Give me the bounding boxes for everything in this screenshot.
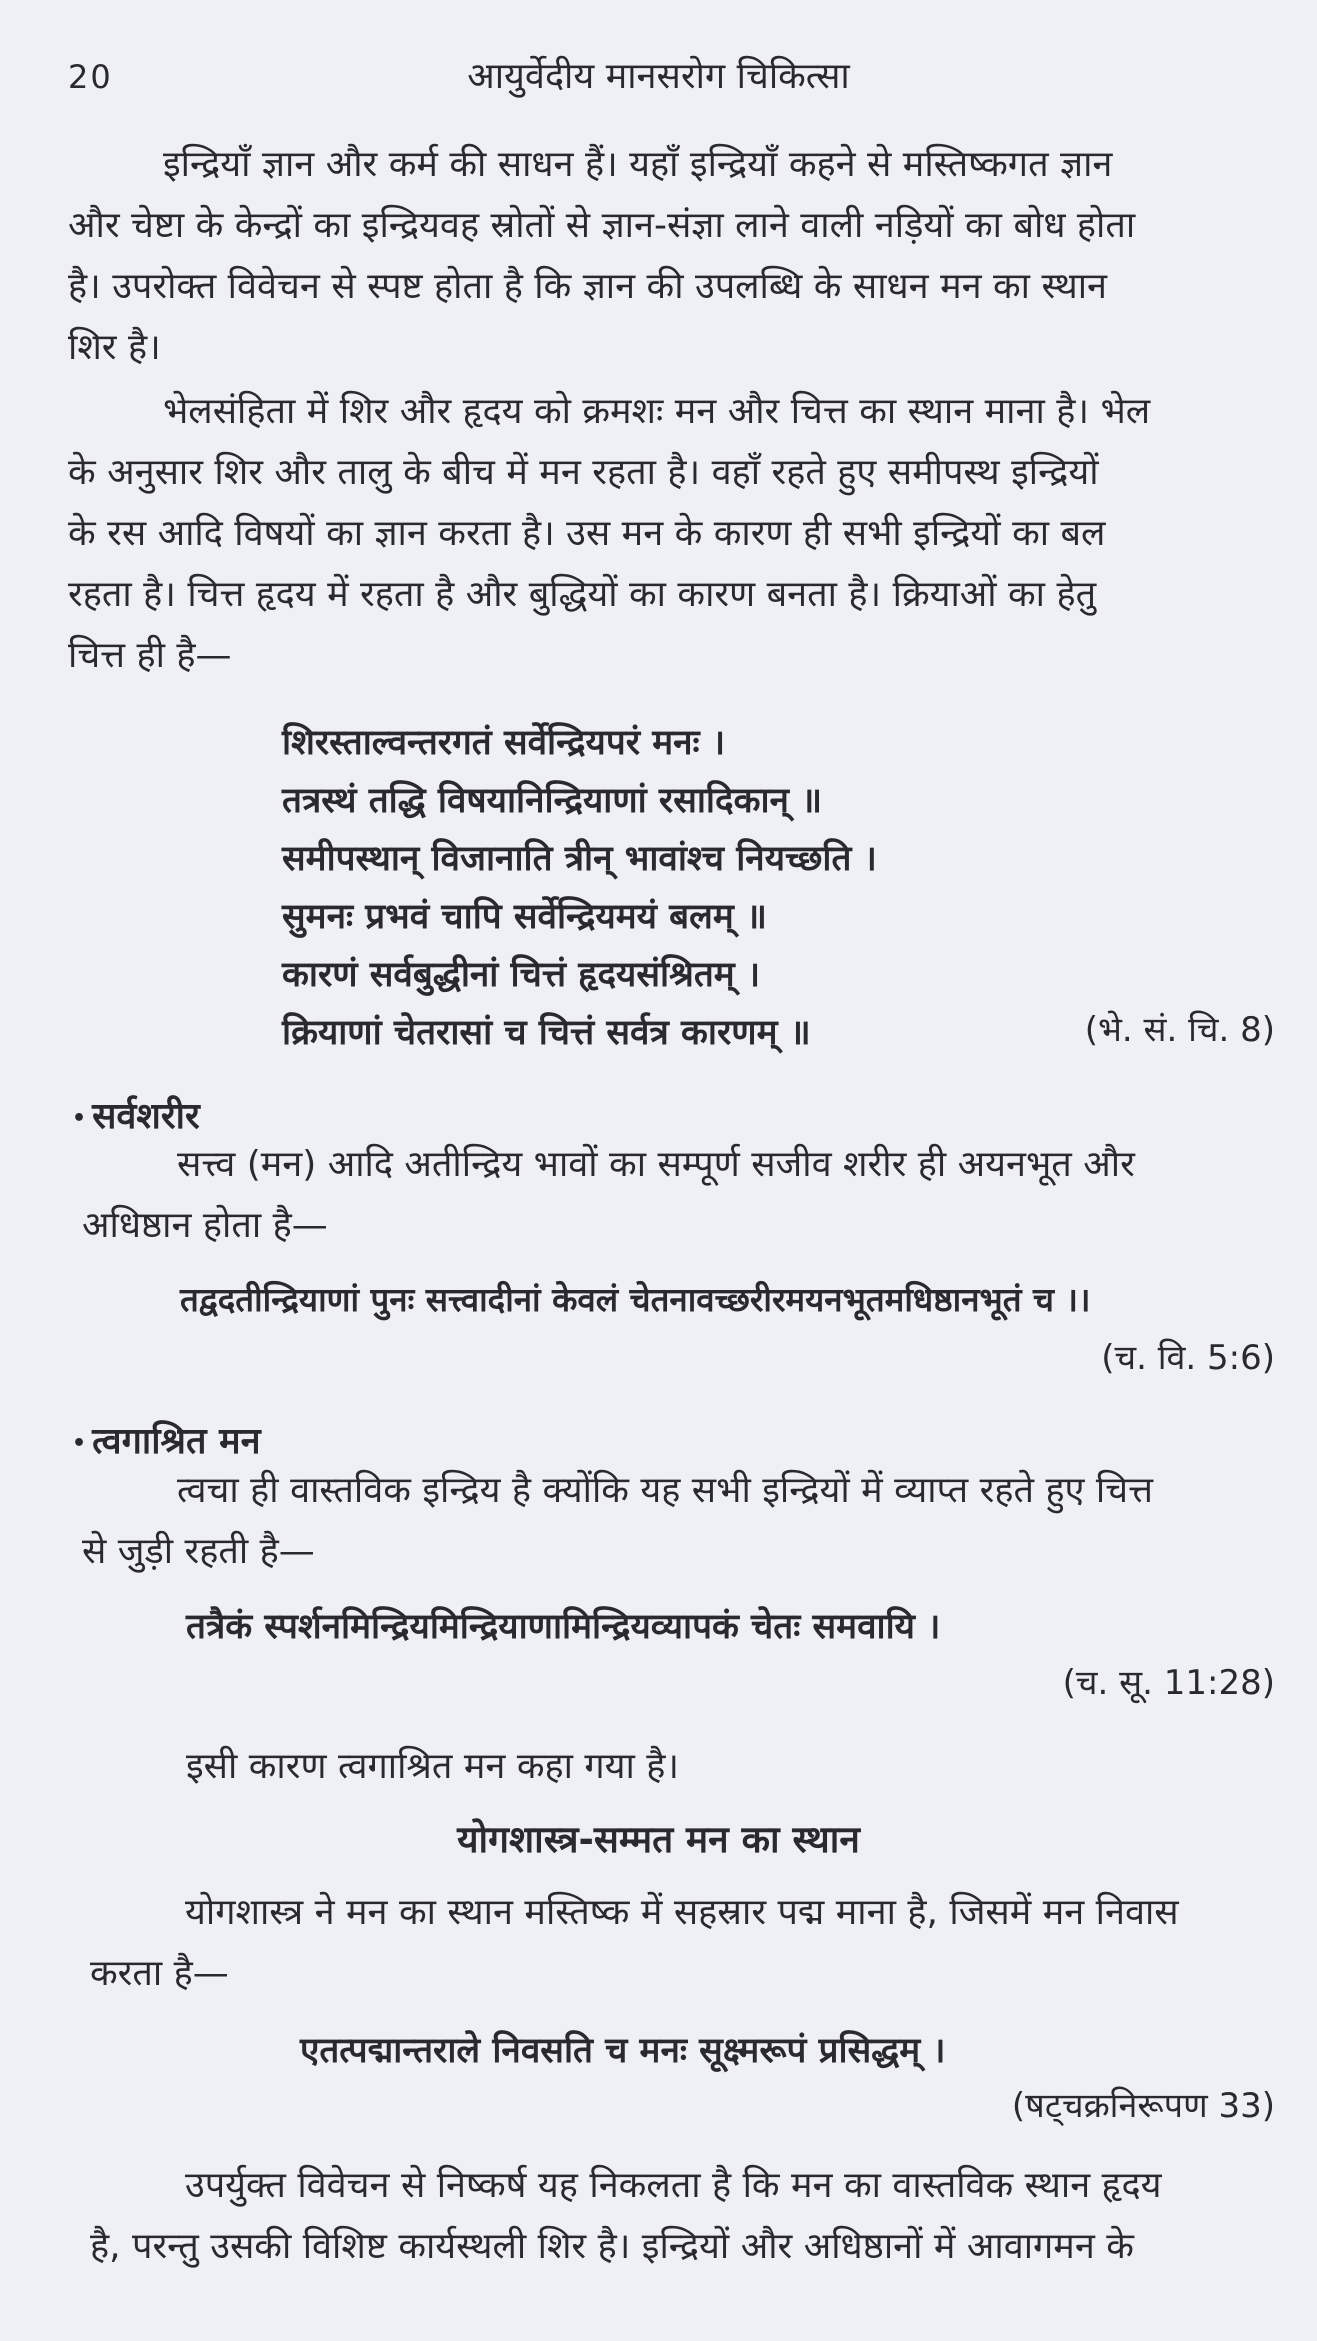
text-line: शिर है।: [68, 327, 161, 368]
verse-reference: (भे. सं. चि. 8): [1084, 1010, 1275, 1050]
text-line: इसी कारण त्वगाश्रित मन कहा गया है।: [186, 1746, 680, 1787]
paragraph-sarvasharira: [82, 1134, 1282, 1256]
page-number: 20: [68, 58, 113, 96]
bullet-icon: •: [72, 1430, 87, 1456]
sanskrit-quote: तद्वदतीन्द्रियाणां पुनः सत्त्वादीनां केवलं चेतनावच्छरीरमयनभूतमधिष्ठानभूतं च ।।: [180, 1280, 1091, 1319]
paragraph-conclusion: [90, 2155, 1285, 2277]
text-line: करता है—: [90, 1953, 229, 1994]
text-line: है। उपरोक्त विवेचन से स्पष्ट होता है कि ज्ञान की उपलब्धि के साधन मन का स्थान: [68, 266, 1108, 307]
running-title: आयुर्वेदीय मानसरोग चिकित्सा: [467, 56, 850, 97]
section-heading-tvagashrit: [72, 1415, 261, 1464]
paragraph-indriya: [68, 134, 1268, 378]
quote-reference: (च. वि. 5:6): [1101, 1338, 1275, 1378]
verse-line: कारणं सर्वबुद्धीनां चित्तं हृदयसंश्रितम् ।: [282, 955, 761, 995]
text-line: से जुड़ी रहती है—: [82, 1531, 315, 1572]
section-heading-sarvasharira: [72, 1090, 200, 1139]
sanskrit-quote: एतत्पद्मान्तराले निवसति च मनः सूक्ष्मरूपं प्रसिद्धम् ।: [300, 2031, 946, 2071]
heading-text: सर्वशरीर: [92, 1096, 200, 1137]
text-line: के अनुसार शिर और तालु के बीच में मन रहता है। वहाँ रहते हुए समीपस्थ इन्द्रियों: [68, 452, 1099, 493]
text-line: त्वचा ही वास्तविक इन्द्रिय है क्योंकि यह सभी इन्द्रियों में व्याप्त रहते हुए चित्त: [177, 1470, 1153, 1511]
verse-line: समीपस्थान् विजानाति त्रीन् भावांश्च नियच्छति ।: [282, 839, 877, 879]
verse-line: क्रियाणां चेतरासां च चित्तं सर्वत्र कारणम् ॥: [282, 1013, 811, 1053]
text-line: उपर्युक्त विवेचन से निष्कर्ष यह निकलता है कि मन का वास्तविक स्थान हृदय: [185, 2165, 1162, 2206]
sanskrit-quote: तत्रैकं स्पर्शनमिन्द्रियमिन्द्रियाणामिन्द्रियव्यापकं चेतः समवायि ।: [186, 1607, 941, 1647]
text-line: इन्द्रियाँ ज्ञान और कर्म की साधन हैं। यहाँ इन्द्रियाँ कहने से मस्तिष्कगत ज्ञान: [163, 144, 1113, 185]
quote-reference: (षट्चक्रनिरूपण 33): [1011, 2086, 1275, 2126]
bullet-icon: •: [72, 1105, 87, 1131]
text-line: अधिष्ठान होता है—: [82, 1205, 328, 1246]
paragraph-tvagashrit: [82, 1460, 1282, 1582]
text-line: है, परन्तु उसकी विशिष्ट कार्यस्थली शिर है। इन्द्रियों और अधिष्ठानों में आवागमन के: [90, 2226, 1134, 2267]
text-line: भेलसंहिता में शिर और हृदय को क्रमशः मन और चित्त का स्थान माना है। भेल: [163, 391, 1151, 432]
text-line: और चेष्टा के केन्द्रों का इन्द्रियवह स्रोतों से ज्ञान-संज्ञा लाने वाली नड़ियों का बोध होता: [68, 205, 1136, 246]
text-line: योगशास्त्र ने मन का स्थान मस्तिष्क में सहस्रार पद्म माना है, जिसमें मन निवास: [185, 1892, 1179, 1933]
tvagashrit-note: [186, 1736, 1186, 1797]
verse-line: शिरस्ताल्वन्तरगतं सर्वेन्द्रियपरं मनः ।: [282, 723, 726, 763]
heading-text: त्वगाश्रित मन: [92, 1421, 261, 1462]
text-line: सत्त्व (मन) आदि अतीन्द्रिय भावों का सम्पूर्ण सजीव शरीर ही अयनभूत और: [177, 1144, 1135, 1185]
paragraph-yoga: [90, 1882, 1285, 2004]
paragraph-bhela: [68, 381, 1268, 686]
text-line: रहता है। चित्त हृदय में रहता है और बुद्धियों का कारण बनता है। क्रियाओं का हेतु: [68, 574, 1097, 615]
section-heading-yoga: योगशास्त्र-सम्मत मन का स्थान: [457, 1818, 860, 1861]
text-line: के रस आदि विषयों का ज्ञान करता है। उस मन के कारण ही सभी इन्द्रियों का बल: [68, 513, 1106, 554]
verse-line: तत्रस्थं तद्धि विषयानिन्द्रियाणां रसादिकान् ॥: [282, 781, 823, 821]
page-header: [0, 48, 1317, 108]
quote-reference: (च. सू. 11:28): [1062, 1663, 1275, 1703]
verse-line: सुमनः प्रभवं चापि सर्वेन्द्रियमयं बलम् ॥: [282, 897, 767, 937]
text-line: चित्त ही है—: [68, 635, 232, 676]
